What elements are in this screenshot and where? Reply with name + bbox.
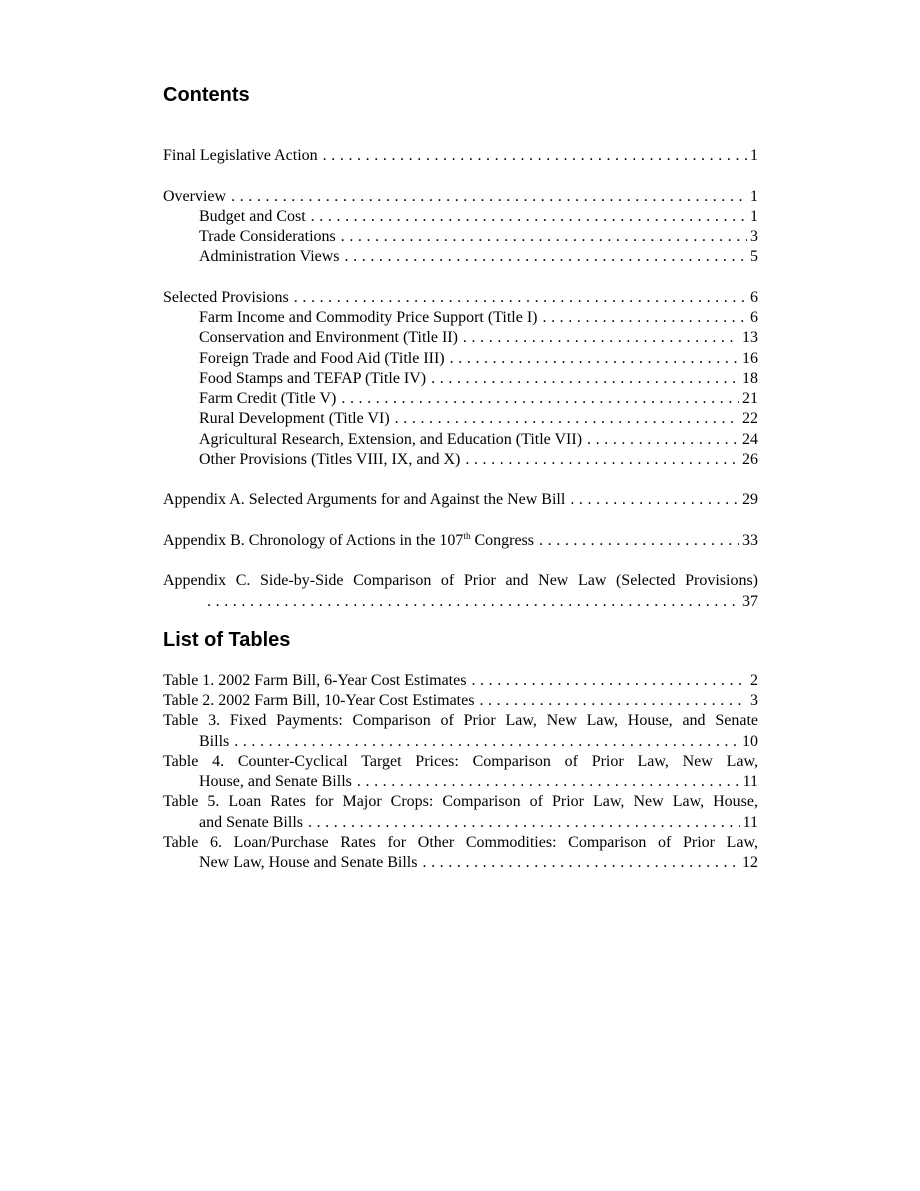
toc-entry-appendix-a[interactable] [163, 490, 758, 510]
toc-entry-title-ii[interactable] [163, 328, 758, 348]
table-entry-3[interactable] [163, 711, 758, 752]
toc-entry-page: 16 [742, 349, 758, 367]
toc-entry-label: Rural Development (Title VI) [199, 410, 390, 428]
leader-dots [539, 531, 739, 551]
ordinal-suffix: th [463, 530, 471, 541]
table-entry-continuation [163, 853, 758, 873]
toc-entry-page: 18 [742, 369, 758, 387]
toc-entry-label: Appendix A. Selected Arguments for and Against the New Bill [163, 491, 566, 509]
leader-dots [465, 450, 739, 470]
leader-dots [587, 430, 739, 450]
toc-entry-title-vii[interactable] [163, 430, 758, 450]
toc-entry-page: 29 [742, 491, 758, 509]
leader-dots [345, 247, 747, 267]
table-entry-page: 11 [742, 813, 758, 831]
table-entry-page: 12 [742, 854, 758, 871]
toc-entry-label: Final Legislative Action [163, 147, 318, 164]
toc-entry-appendix-b[interactable] [163, 531, 758, 551]
toc-entry-label: Budget and Cost [199, 207, 306, 225]
toc-entry-label: Selected Provisions [163, 288, 289, 306]
toc-entry-page: 37 [742, 592, 758, 610]
table-entry-6[interactable] [163, 833, 758, 874]
leader-dots [311, 207, 747, 227]
table-entry-1[interactable] [163, 671, 758, 691]
toc-entry-budget-and-cost[interactable] [163, 207, 758, 227]
table-entry-label-cont: House, and Senate Bills [199, 773, 352, 790]
leader-dots [542, 308, 747, 328]
toc-entry-title-v[interactable] [163, 389, 758, 409]
toc-entry-final-legislative-action[interactable] [163, 146, 758, 166]
table-entry-4[interactable] [163, 752, 758, 793]
contents-heading: Contents [163, 84, 250, 106]
table-entry-label: Table 2. 2002 Farm Bill, 10-Year Cost Estimates [163, 692, 475, 709]
toc-entry-page: 22 [742, 410, 758, 428]
table-entry-label: Table 6. Loan/Purchase Rates for Other Commodities: Comparison of Prior Law, [163, 833, 758, 851]
toc-entry-appendix-c[interactable] [163, 571, 758, 612]
document-page [163, 82, 758, 873]
toc-entry-label: Foreign Trade and Food Aid (Title III) [199, 349, 445, 367]
toc-entry-label: Administration Views [199, 248, 340, 266]
toc-entry-overview[interactable] [163, 187, 758, 207]
table-entry-label-cont: Bills [199, 732, 230, 750]
leader-dots [207, 592, 739, 612]
toc-entry-page: 21 [742, 390, 758, 407]
toc-entry-label-text: Appendix B. Chronology of Actions in the 107 [163, 531, 464, 549]
leader-dots [357, 772, 740, 792]
table-entry-5[interactable] [163, 792, 758, 833]
leader-dots [479, 691, 747, 711]
leader-dots [471, 671, 747, 691]
toc-entry-page: 26 [742, 450, 758, 468]
toc-entry-label: Food Stamps and TEFAP (Title IV) [199, 369, 427, 387]
leader-dots [341, 389, 739, 409]
leader-dots [431, 369, 739, 389]
toc-entry-continuation [163, 592, 758, 612]
toc-entry-title-i[interactable] [163, 308, 758, 328]
toc-entry-page: 1 [750, 187, 758, 205]
toc-entry-page: 3 [750, 228, 758, 245]
toc-entry-title-iii[interactable] [163, 349, 758, 369]
toc-entry-administration-views[interactable] [163, 247, 758, 267]
toc-entry-label: Conservation and Environment (Title II) [199, 329, 458, 347]
toc-entry-title-vi[interactable] [163, 409, 758, 429]
toc-entry-page: 6 [750, 309, 758, 326]
list-of-tables-heading: List of Tables [163, 628, 291, 651]
leader-dots [323, 146, 747, 166]
table-entry-continuation [163, 813, 758, 833]
table-entry-page: 3 [750, 692, 758, 709]
table-entry-page: 2 [750, 671, 758, 689]
leader-dots [231, 187, 747, 207]
table-entry-label: Table 5. Loan Rates for Major Crops: Comparison of Prior Law, New Law, House, [163, 793, 758, 811]
table-entry-label: Table 1. 2002 Farm Bill, 6-Year Cost Estimates [163, 671, 467, 689]
leader-dots [308, 813, 740, 833]
toc-entry-label-text: Congress [470, 531, 535, 549]
table-entry-page: 10 [742, 732, 758, 750]
toc-entry-label: Other Provisions (Titles VIII, IX, and X) [199, 450, 461, 468]
table-entry-label-cont: and Senate Bills [199, 813, 303, 831]
toc-entry-label: Farm Credit (Title V) [199, 390, 337, 407]
toc-entry-label: Appendix C. Side-by-Side Comparison of Prior and New Law (Selected Provisions) [163, 572, 758, 590]
toc-entry-page: 1 [750, 147, 758, 164]
table-entry-label-cont: New Law, House and Senate Bills [199, 854, 418, 871]
toc-entry-page: 33 [742, 531, 758, 549]
table-entry-continuation [163, 772, 758, 792]
table-entry-continuation [163, 732, 758, 752]
toc-entry-title-iv[interactable] [163, 369, 758, 389]
toc-entry-page: 6 [750, 288, 758, 306]
table-entry-2[interactable] [163, 691, 758, 711]
toc-entry-label: Overview [163, 187, 227, 205]
table-entry-page: 11 [742, 773, 758, 790]
table-of-contents [163, 146, 758, 612]
leader-dots [450, 349, 739, 369]
toc-entry-other-provisions[interactable] [163, 450, 758, 470]
leader-dots [234, 732, 739, 752]
leader-dots [570, 490, 739, 510]
leader-dots [341, 227, 747, 247]
toc-entry-page: 13 [742, 329, 758, 347]
list-of-tables [163, 671, 758, 874]
toc-entry-page: 1 [750, 207, 758, 225]
toc-entry-label: Agricultural Research, Extension, and Education (Title VII) [199, 430, 583, 448]
toc-entry-label [163, 531, 534, 551]
leader-dots [463, 328, 739, 348]
toc-entry-label: Trade Considerations [199, 228, 336, 245]
leader-dots [395, 409, 739, 429]
leader-dots [294, 288, 747, 308]
toc-entry-label: Farm Income and Commodity Price Support (Title I) [199, 309, 538, 326]
toc-entry-page: 5 [750, 248, 758, 266]
toc-entry-trade-considerations[interactable] [163, 227, 758, 247]
table-entry-label: Table 3. Fixed Payments: Comparison of Prior Law, New Law, House, and Senate [163, 712, 758, 730]
table-entry-label: Table 4. Counter-Cyclical Target Prices: Comparison of Prior Law, New Law, [163, 752, 758, 770]
leader-dots [422, 853, 739, 873]
toc-entry-page: 24 [742, 430, 758, 448]
toc-entry-selected-provisions[interactable] [163, 288, 758, 308]
